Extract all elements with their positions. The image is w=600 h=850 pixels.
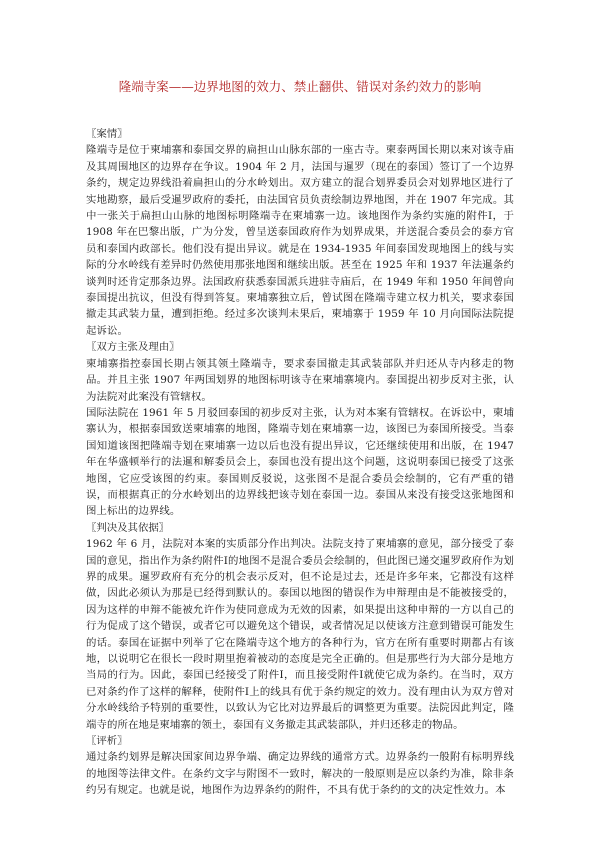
paragraph: 隆端寺是位于柬埔寨和泰国交界的扁担山山脉东部的一座古寺。柬泰两国长期以来对该寺庙及其周围地区的边界存在争议。1904 年 2 月，法国与暹罗（现在的泰国）签订了一个边界条约，规定边界线沿着扁担山的分水岭划出。双方建立的混合划界委员会对划界地区进行了实地勘察，最后受暹罗政府的委托，由法国官员负责绘制边界地图，并在 1907 年完成。其中一张关于扁担山山脉的地图标明隆端寺在柬埔寨一边。该地图作为条约实施的附件Ⅰ，于 1908 年在巴黎出版，广为分发，曾呈送泰国政府作为划界成果，并送混合委员会的泰方官员和泰国内政部长。他们没有提出异议。就是在 1934-1935 年间泰国发现地图上的线与实际的分水岭线有差异时仍然使用那张地图和继续出版。甚至在 1925 年和 1937 年法暹条约谈判时还肯定那条边界。法国政府获悉泰国派兵进驻寺庙后，在 1949 年和 1950 年间曾向泰国提出抗议，但没有得到答复。柬埔寨独立后，曾试图在隆端寺建立权力机关，要求泰国撤走其武装力量，遭到拒绝。经过多次谈判未果后，柬埔寨于 1959 年 10 月向国际法院提起诉讼。: [86, 144, 514, 337]
section-heading-judgment: 〖判决及其依据〗: [86, 521, 170, 534]
document-title: 隆端寺案——边界地图的效力、禁止翻供、错误对条约效力的影响: [118, 79, 482, 94]
paragraph: 柬埔寨指控泰国长期占领其领土隆端寺，要求泰国撤走其武装部队并归还从寺内移走的物品。并且主张 1907 年两国划界的地图标明该寺在柬埔寨境内。泰国提出初步反对主张，认为法院对此案没有管辖权。: [86, 357, 514, 403]
paragraph: 1962 年 6 月，法院对本案的实质部分作出判决。法院支持了柬埔寨的意见，部分接受了泰国的意见，指出作为条约附件Ⅰ的地图不是混合委员会绘制的，但此图已递交暹罗政府作为划界的成果。暹罗政府有充分的机会表示反对，但不论是过去，还是许多年来，它都没有这样做，因此必须认为那是已经得到默认的。泰国以地图的错误作为申辩理由是不能被接受的，因为这样的申辩不能被允许作为使同意成为无效的因素，如果提出这种申辩的一方以自己的行为促成了这个错误，或者它可以避免这个错误，或者情况足以使该方注意到错误可能发生的话。泰国在证据中列举了它在隆端寺这个地方的各种行为，官方在所有重要时期都占有该地，以说明它在很长一段时期里抱着被动的态度是完全正确的。但是那些行为大部分是地方当局的行为。因此，泰国已经接受了附件Ⅰ，而且接受附件Ⅰ就使它成为条约。在当时，双方已对条约作了这样的解释，使附件Ⅰ上的线具有优于条约规定的效力。没有理由认为双方曾对分水岭线给予特别的重要性，以致认为它比对边界最后的调整更为重要。法院因此判定，隆端寺的所在地是柬埔寨的领土，泰国有义务撤走其武装部队，并归还移走的物品。: [86, 538, 514, 731]
section-commentary: [86, 733, 514, 799]
section-judgment: [86, 520, 514, 733]
section-case-facts: [86, 126, 514, 339]
section-heading-case-facts: 〖案情〗: [86, 128, 128, 140]
section-heading-commentary: 〖评析〗: [86, 735, 128, 748]
section-parties-claims: [86, 339, 514, 519]
paragraph: 通过条约划界是解决国家间边界争端、确定边界线的通常方式。边界条约一般附有标明界线的地图等法律文件。在条约文字与附图不一致时，解决的一般原则是应以条约为准，除非条约另有规定。也就是说，地图作为边界条约的附件，不具有优于条约的文的决定性效力。本: [86, 751, 514, 797]
paragraph: 国际法院在 1961 年 5 月驳回泰国的初步反对主张，认为对本案有管辖权。在诉讼中，柬埔寨认为，根据泰国致送柬埔寨的地图，隆端寺划在柬埔寨一边，该图已为泰国所接受。当泰国知道该图把隆端寺划在柬埔寨一边以后也没有提出异议，它还继续使用和出版，在 1947 年在华盛顿举行的法暹和解委员会上，泰国也没有提出这个问题，这说明泰国已接受了这张地图，它应受该图的约束。泰国则反驳说，这张图不是混合委员会绘制的，它有严重的错误，而根据真正的分水岭划出的边界线把该寺划在泰国一边。泰国从来没有接受这张地图和图上标出的边界线。: [86, 406, 514, 518]
section-heading-parties-claims: 〖双方主张及理由〗: [86, 341, 180, 354]
